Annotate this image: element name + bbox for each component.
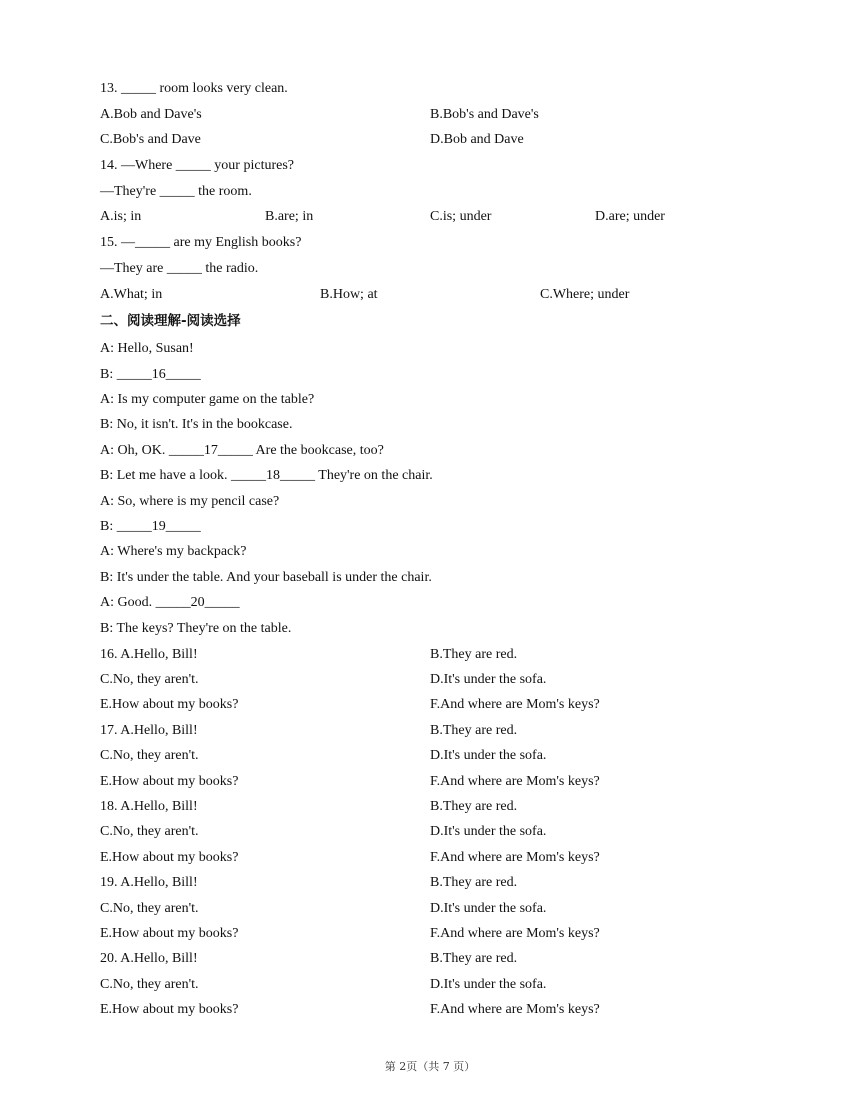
choice-16-option-b: B.They are red.	[430, 647, 518, 662]
choice-19-option-b: B.They are red.	[430, 875, 518, 890]
dialogue-line: B: Let me have a look. _____18_____ They're on the chair.	[100, 468, 433, 483]
choice-18-option-b: B.They are red.	[430, 799, 518, 814]
choice-17-option-e: E.How about my books?	[100, 774, 239, 789]
dialogue-line: A: Good. _____20_____	[100, 595, 240, 610]
dialogue-line: A: Where's my backpack?	[100, 544, 247, 559]
question-13-option-a: A.Bob and Dave's	[100, 107, 202, 122]
question-15-reply: —They are _____ the radio.	[100, 261, 259, 276]
page-footer: 第 2页（共 7 页）	[384, 1060, 476, 1073]
question-14-option-a: A.is; in	[100, 209, 142, 224]
question-14-option-d: D.are; under	[595, 209, 665, 224]
dialogue-line: A: Hello, Susan!	[100, 341, 194, 356]
choice-18-option-a: 18. A.Hello, Bill!	[100, 799, 198, 814]
choice-17-option-a: 17. A.Hello, Bill!	[100, 723, 198, 738]
choice-17-option-c: C.No, they aren't.	[100, 748, 199, 763]
dialogue-line: A: Oh, OK. _____17_____ Are the bookcase, too?	[100, 443, 384, 458]
choice-16-option-e: E.How about my books?	[100, 697, 239, 712]
choice-16-option-a: 16. A.Hello, Bill!	[100, 647, 198, 662]
choice-20-option-b: B.They are red.	[430, 951, 518, 966]
question-13-option-d: D.Bob and Dave	[430, 132, 524, 147]
choice-18-option-f: F.And where are Mom's keys?	[430, 850, 600, 865]
question-15-option-b: B.How; at	[320, 287, 378, 302]
choice-20-option-c: C.No, they aren't.	[100, 977, 199, 992]
choice-19-option-f: F.And where are Mom's keys?	[430, 926, 600, 941]
dialogue-line: B: _____16_____	[100, 367, 201, 382]
choice-17-option-d: D.It's under the sofa.	[430, 748, 547, 763]
dialogue-line: B: _____19_____	[100, 519, 201, 534]
choice-17-option-f: F.And where are Mom's keys?	[430, 774, 600, 789]
choice-19-option-d: D.It's under the sofa.	[430, 901, 547, 916]
choice-18-option-e: E.How about my books?	[100, 850, 239, 865]
choice-18-option-c: C.No, they aren't.	[100, 824, 199, 839]
dialogue-line: B: The keys? They're on the table.	[100, 621, 292, 636]
choice-20-option-e: E.How about my books?	[100, 1002, 239, 1017]
choice-16-option-d: D.It's under the sofa.	[430, 672, 547, 687]
question-14-stem: 14. —Where _____ your pictures?	[100, 158, 294, 173]
dialogue-line: A: So, where is my pencil case?	[100, 494, 280, 509]
choice-20-option-f: F.And where are Mom's keys?	[430, 1002, 600, 1017]
choice-16-option-c: C.No, they aren't.	[100, 672, 199, 687]
question-13-option-c: C.Bob's and Dave	[100, 132, 201, 147]
question-15-option-a: A.What; in	[100, 287, 163, 302]
choice-16-option-f: F.And where are Mom's keys?	[430, 697, 600, 712]
question-15-option-c: C.Where; under	[540, 287, 630, 302]
choice-19-option-a: 19. A.Hello, Bill!	[100, 875, 198, 890]
section-title: 二、阅读理解-阅读选择	[100, 313, 241, 329]
question-14-reply: —They're _____ the room.	[100, 184, 252, 199]
dialogue-line: A: Is my computer game on the table?	[100, 392, 315, 407]
choice-19-option-e: E.How about my books?	[100, 926, 239, 941]
choice-20-option-a: 20. A.Hello, Bill!	[100, 951, 198, 966]
question-13-option-b: B.Bob's and Dave's	[430, 107, 539, 122]
dialogue-line: B: It's under the table. And your baseball is under the chair.	[100, 570, 432, 585]
question-15-stem: 15. —_____ are my English books?	[100, 235, 302, 250]
question-14-option-b: B.are; in	[265, 209, 314, 224]
question-13-stem: 13. _____ room looks very clean.	[100, 81, 288, 96]
choice-17-option-b: B.They are red.	[430, 723, 518, 738]
choice-18-option-d: D.It's under the sofa.	[430, 824, 547, 839]
question-14-option-c: C.is; under	[430, 209, 492, 224]
choice-19-option-c: C.No, they aren't.	[100, 901, 199, 916]
dialogue-line: B: No, it isn't. It's in the bookcase.	[100, 417, 293, 432]
choice-20-option-d: D.It's under the sofa.	[430, 977, 547, 992]
